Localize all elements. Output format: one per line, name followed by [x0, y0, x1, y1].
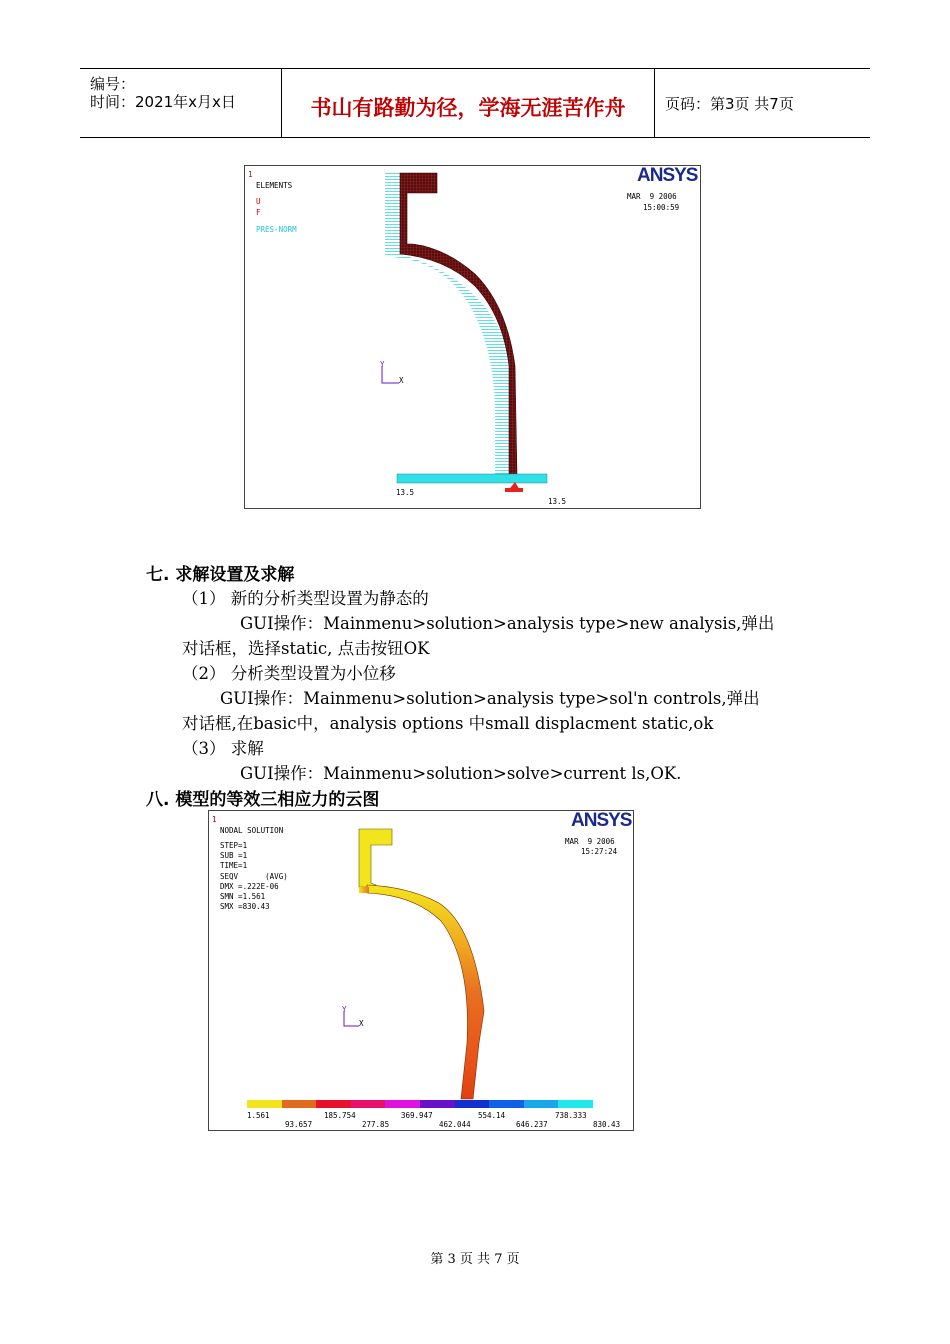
legend-swatch: [247, 1100, 282, 1108]
fig2-seqv: SEQV (AVG): [220, 872, 288, 881]
ansys-elements-figure: [244, 165, 701, 509]
ansys-nodal-solution-figure: [208, 810, 634, 1131]
section8-heading: 八. 模型的等效三相应力的云图: [146, 790, 380, 810]
legend-top-label-4: 554.14: [478, 1111, 506, 1120]
section7-heading: 七. 求解设置及求解: [146, 565, 295, 585]
step3-title: （3） 求解: [182, 739, 264, 758]
legend-swatch: [351, 1100, 386, 1108]
legend-swatch: [282, 1100, 317, 1108]
document-number-label: 编号：: [90, 75, 136, 93]
fig1-legend-pres: PRES-NORM: [256, 225, 297, 234]
header-page-cell: [655, 69, 870, 137]
fig2-axis-y: Y: [342, 1005, 347, 1014]
legend-bottom-label-2: 277.85: [362, 1120, 390, 1129]
step2-title: （2） 分析类型设置为小位移: [182, 664, 396, 683]
elements-plot: [245, 166, 700, 508]
step2-gui-line1: GUI操作：Mainmenu>solution>analysis type>sol'n controls,弹出: [220, 689, 760, 708]
fig1-bar-right-label: 13.5: [548, 497, 567, 506]
ansys-logo: ANSYS: [571, 810, 632, 831]
step1-gui-line1: GUI操作：Mainmenu>solution>analysis type>new analysis,弹出: [240, 614, 775, 633]
ansys-logo: ANSYS: [637, 165, 698, 186]
step1-title: （1） 新的分析类型设置为静态的: [182, 589, 429, 608]
fig1-corner-number: 1: [248, 170, 253, 179]
legend-swatch: [524, 1100, 559, 1108]
document-time-label: 时间：2021年x月x日: [90, 93, 236, 111]
fig1-bar-left-label: 13.5: [396, 488, 415, 497]
fig2-sub: SUB =1: [220, 851, 248, 860]
fig2-corner-number: 1: [212, 815, 217, 824]
page-header: [80, 68, 870, 138]
fig1-title: ELEMENTS: [256, 181, 293, 190]
legend-swatch: [558, 1100, 593, 1108]
legend-swatch: [316, 1100, 351, 1108]
header-page-number: 页码：第3页 共7页: [665, 95, 794, 113]
fig2-smn: SMN =1.561: [220, 892, 266, 901]
page-footer: 第 3 页 共 7 页: [430, 1252, 520, 1267]
fig1-axis-x: X: [399, 376, 404, 385]
legend-top-label-2: 185.754: [324, 1111, 356, 1120]
legend-bottom-label-5: 830.43: [593, 1120, 621, 1129]
header-motto-cell: [282, 69, 655, 137]
header-motto: 书山有路勤为径，学海无涯苦作舟: [310, 95, 626, 120]
legend-top-label-5: 738.333: [555, 1111, 587, 1120]
fig1-legend-f: F: [256, 208, 261, 217]
legend-swatch: [420, 1100, 455, 1108]
legend-bottom-label-3: 462.044: [439, 1120, 471, 1129]
fig2-title: NODAL SOLUTION: [220, 826, 284, 835]
fig2-date: MAR 9 2006: [565, 837, 615, 846]
legend-bottom-label-1: 93.657: [285, 1120, 313, 1129]
step1-gui-line2: 对话框，选择static, 点击按钮OK: [182, 639, 430, 658]
fig1-axis-y: Y: [380, 360, 385, 369]
legend-top-label-3: 369.947: [401, 1111, 433, 1120]
fig2-smx: SMX =830.43: [220, 902, 270, 911]
legend-top-label-1: 1.561: [247, 1111, 270, 1120]
legend-swatch: [455, 1100, 490, 1108]
legend-swatch: [489, 1100, 524, 1108]
fig2-time: 15:27:24: [581, 847, 618, 856]
step2-gui-line2: 对话框,在basic中，analysis options 中small displacment static,ok: [182, 714, 714, 733]
fig2-axis-x: X: [359, 1019, 364, 1028]
step3-gui-line1: GUI操作：Mainmenu>solution>solve>current ls,OK.: [240, 764, 682, 783]
header-meta-cell: [80, 69, 282, 137]
fig2-dmx: DMX =.222E-06: [220, 882, 279, 891]
legend-bottom-label-4: 646.237: [516, 1120, 548, 1129]
fig2-time-line: TIME=1: [220, 861, 248, 870]
stress-legend-bar: [247, 1100, 593, 1108]
fig1-time: 15:00:59: [643, 203, 680, 212]
legend-swatch: [385, 1100, 420, 1108]
fig1-legend-u: U: [256, 197, 261, 206]
stress-contour-plot: [209, 811, 633, 1130]
fig2-step: STEP=1: [220, 841, 248, 850]
fig1-date: MAR 9 2006: [627, 192, 677, 201]
